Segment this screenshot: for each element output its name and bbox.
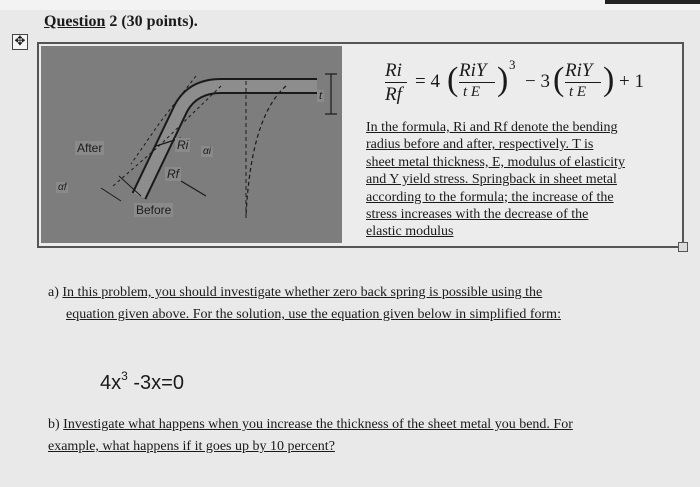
part-a-label: a) bbox=[48, 285, 59, 300]
rf-arrow bbox=[181, 181, 206, 196]
equation-term-b: -3x=0 bbox=[133, 372, 184, 394]
part-b-line-1: Investigate what happens when you increase the thickness of the sheet metal you bend. For bbox=[63, 417, 573, 432]
after-label: After bbox=[77, 141, 103, 155]
part-b-line-2: example, what happens if it goes up by 10 percent? bbox=[48, 439, 335, 454]
formula-term2-den: t E bbox=[569, 84, 587, 100]
top-right-dark-bar bbox=[605, 0, 700, 4]
bending-figure bbox=[41, 46, 342, 243]
ri-label: Ri bbox=[177, 138, 189, 152]
formula-term1-den: t E bbox=[463, 84, 481, 100]
part-a bbox=[48, 282, 668, 326]
description-line-5: according to the formula; the increase of the bbox=[366, 189, 614, 205]
part-b bbox=[48, 414, 678, 458]
before-outline bbox=[246, 86, 286, 216]
springback-formula: Ri Rf = 4 ( RiY t E ) 3 − 3 ( RiY t E ) + 1 bbox=[385, 57, 644, 105]
description-line-1: In the formula, Ri and Rf denote the bending bbox=[366, 120, 618, 135]
question-title-points: 2 (30 points). bbox=[109, 13, 198, 30]
part-b-label: b) bbox=[48, 417, 60, 432]
formula-term2-num: RiY bbox=[565, 60, 593, 81]
formula-lhs-num: Ri bbox=[385, 60, 402, 81]
description-line-7: elastic modulus bbox=[366, 224, 454, 240]
question-title bbox=[44, 13, 198, 31]
alpha-i-arc bbox=[101, 188, 121, 201]
alpha-i-label: αi bbox=[203, 146, 211, 157]
part-a-line-2: equation given above. For the solution, use the equation given below in simplified form: bbox=[66, 307, 561, 322]
description-line-6: stress increases with the decrease of the bbox=[366, 207, 589, 223]
question-title-word: Question bbox=[44, 13, 106, 30]
move-handle-icon[interactable]: ✥ bbox=[12, 34, 28, 50]
description-line-4: and Y yield stress. Springback in sheet metal bbox=[366, 172, 617, 188]
simplified-equation bbox=[100, 369, 184, 395]
alpha-f-label: αf bbox=[58, 182, 67, 193]
description-line-3: sheet metal thickness, E, modulus of elasticity bbox=[366, 154, 625, 170]
formula-plus: + 1 bbox=[619, 71, 644, 92]
formula-term1-num: RiY bbox=[459, 60, 487, 81]
top-strip bbox=[0, 0, 700, 10]
part-a-line-1: In this problem, you should investigate whether zero back spring is possible using the bbox=[62, 285, 543, 300]
formula-lhs-den: Rf bbox=[385, 84, 402, 105]
before-label: Before bbox=[136, 203, 172, 217]
rf-label: Rf bbox=[167, 167, 179, 181]
formula-cube: 3 bbox=[509, 57, 516, 72]
thickness-label: t bbox=[319, 90, 323, 102]
formula-description bbox=[366, 119, 668, 241]
equation-term-a: 4x bbox=[100, 372, 122, 394]
description-line-2: radius before and after, respectively. T is bbox=[366, 137, 594, 153]
formula-minus: − 3 bbox=[525, 71, 550, 92]
resize-handle-icon[interactable] bbox=[678, 242, 688, 252]
formula-eq: = 4 bbox=[415, 71, 440, 92]
equation-exponent: 3 bbox=[121, 369, 128, 383]
